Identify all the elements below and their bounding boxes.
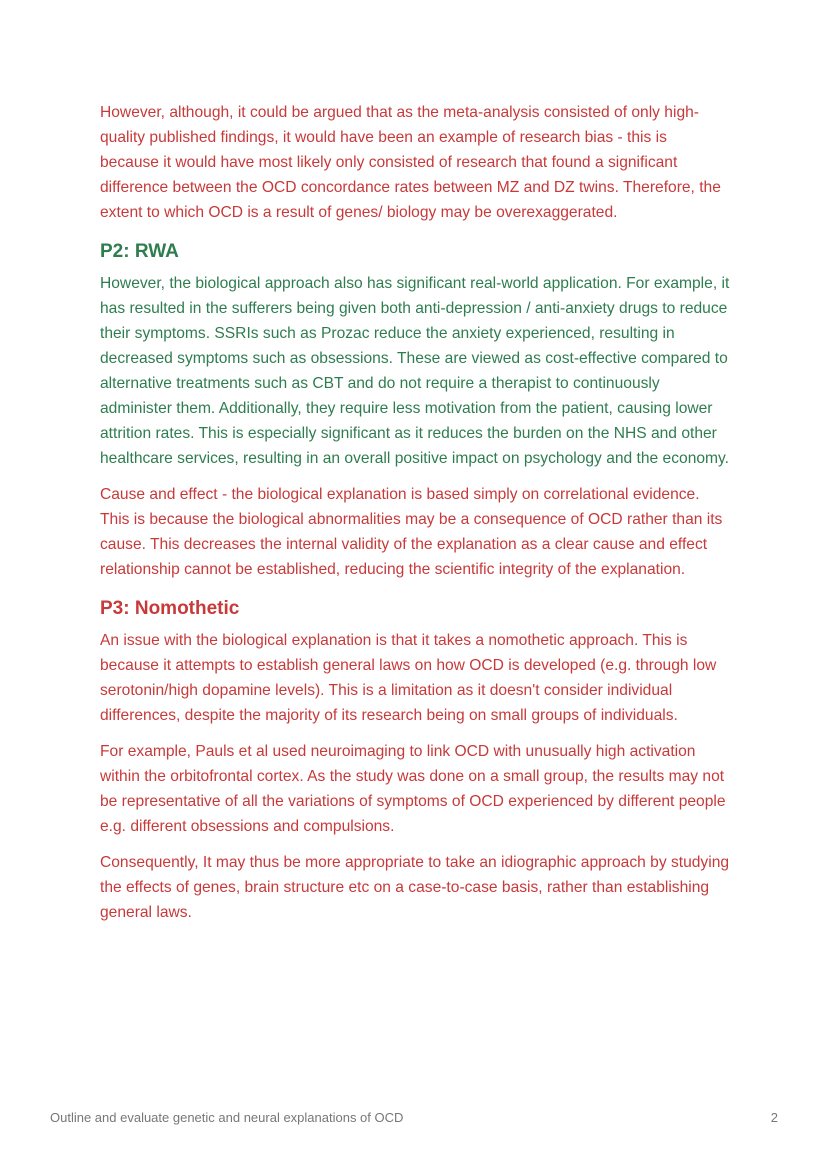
paragraph-real-world-application: However, the biological approach also has significant real-world application. For example, it has resulted in the sufferers being given both anti-depression / anti-anxiety drugs to reduce their symptoms. SSRIs such as Prozac reduce the anxiety experienced, resulting in decreased symptoms such as obsessions. These are viewed as cost-effective compared to alternative treatments such as CBT and do not require a therapist to continuously administer them. Additionally, they require less motivation from the patient, causing lower attrition rates. This is especially significant as it reduces the burden on the NHS and other healthcare services, resulting in an overall positive impact on psychology and the economy. bbox=[100, 275, 730, 467]
paragraph-cause-and-effect: Cause and effect - the biological explanation is based simply on correlational evidence. This is because the biological abnormalities may be a consequence of OCD rather than its cause. This decreases the internal validity of the explanation as a clear cause and effect relationship cannot be established, reducing the scientific integrity of the explanation. bbox=[100, 486, 723, 578]
paragraph-meta-analysis-evaluation: However, although, it could be argued that as the meta-analysis consisted of only high-quality published findings, it would have been an example of research bias - this is because it would have most likely only consisted of research that found a significant difference between the OCD concordance rates between MZ and DZ twins. Therefore, the extent to which OCD is a result of genes/ biology may be overexaggerated. bbox=[100, 104, 721, 221]
paragraph-pauls-example: For example, Pauls et al used neuroimaging to link OCD with unusually high activation within the orbitofrontal cortex. As the study was done on a small group, the results may not be representative of all the variations of symptoms of OCD experienced by different people e.g. different obsessions and compulsions. bbox=[100, 743, 726, 835]
page-number: 2 bbox=[770, 1110, 778, 1125]
heading-p2-rwa: P2: RWA bbox=[100, 241, 179, 262]
document-body bbox=[100, 100, 730, 936]
heading-p3-nomothetic: P3: Nomothetic bbox=[100, 598, 240, 619]
paragraph-idiographic-conclusion: Consequently, It may thus be more appropriate to take an idiographic approach by studying the effects of genes, brain structure etc on a case-to-case basis, rather than establishing general laws. bbox=[100, 854, 730, 921]
paragraph-nomothetic-issue: An issue with the biological explanation is that it takes a nomothetic approach. This is because it attempts to establish general laws on how OCD is developed (e.g. through low serotonin/high dopamine levels). This is a limitation as it doesn't consider individual differences, despite the majority of its research being on small groups of individuals. bbox=[100, 632, 717, 724]
footer-title: Outline and evaluate genetic and neural explanations of OCD bbox=[50, 1110, 404, 1125]
page-footer bbox=[50, 1110, 778, 1125]
